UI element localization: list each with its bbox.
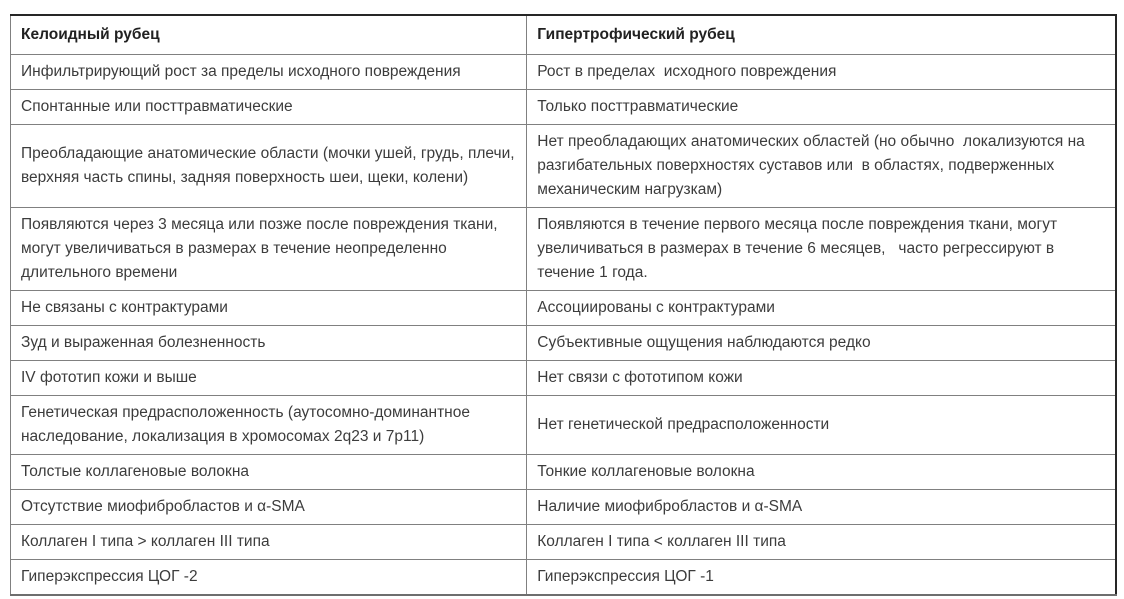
table-cell-keloid: Не связаны с контрактурами xyxy=(11,291,527,326)
table-row xyxy=(11,361,1117,396)
table-cell-hypertrophic: Гиперэкспрессия ЦОГ -1 xyxy=(527,560,1116,596)
table-cell-hypertrophic: Коллаген I типа < коллаген III типа xyxy=(527,525,1116,560)
table-cell-hypertrophic: Нет связи с фототипом кожи xyxy=(527,361,1116,396)
table-cell-hypertrophic: Только посттравматические xyxy=(527,90,1116,125)
column-header-keloid: Келоидный рубец xyxy=(11,15,527,55)
table-row xyxy=(11,455,1117,490)
table-header-row xyxy=(11,15,1117,55)
table-row xyxy=(11,560,1117,596)
table-cell-hypertrophic: Появляются в течение первого месяца после повреждения ткани, могут увеличиваться в размерах в течение 6 месяцев, часто регрессируют в течение 1 года. xyxy=(527,208,1116,291)
table-row xyxy=(11,525,1117,560)
table-row xyxy=(11,208,1117,291)
table-cell-keloid: Зуд и выраженная болезненность xyxy=(11,326,527,361)
table-cell-keloid: Появляются через 3 месяца или позже после повреждения ткани, могут увеличиваться в размерах в течение неопределенно длительного времени xyxy=(11,208,527,291)
table-cell-hypertrophic: Нет генетической предрасположенности xyxy=(527,396,1116,455)
table-row xyxy=(11,125,1117,208)
table-row xyxy=(11,291,1117,326)
table-cell-keloid: Толстые коллагеновые волокна xyxy=(11,455,527,490)
table-cell-keloid: Инфильтрирующий рост за пределы исходного повреждения xyxy=(11,55,527,90)
table-cell-keloid: Гиперэкспрессия ЦОГ -2 xyxy=(11,560,527,596)
table-cell-keloid: Коллаген I типа > коллаген III типа xyxy=(11,525,527,560)
table-cell-hypertrophic: Нет преобладающих анатомических областей (но обычно локализуются на разгибательных поверхностях суставов или в областях, подверженных механическим нагрузкам) xyxy=(527,125,1116,208)
column-header-hypertrophic: Гипертрофический рубец xyxy=(527,15,1116,55)
table-row xyxy=(11,396,1117,455)
table-row xyxy=(11,55,1117,90)
table-cell-hypertrophic: Субъективные ощущения наблюдаются редко xyxy=(527,326,1116,361)
table-row xyxy=(11,326,1117,361)
table-cell-keloid: IV фототип кожи и выше xyxy=(11,361,527,396)
table-cell-hypertrophic: Тонкие коллагеновые волокна xyxy=(527,455,1116,490)
table-row xyxy=(11,90,1117,125)
table-cell-hypertrophic: Ассоциированы с контрактурами xyxy=(527,291,1116,326)
table-cell-keloid: Генетическая предрасположенность (аутосомно-доминантное наследование, локализация в хромосомах 2q23 и 7p11) xyxy=(11,396,527,455)
scar-comparison-table xyxy=(10,14,1117,596)
table-cell-hypertrophic: Рост в пределах исходного повреждения xyxy=(527,55,1116,90)
table-cell-keloid: Спонтанные или посттравматические xyxy=(11,90,527,125)
table-cell-keloid: Преобладающие анатомические области (мочки ушей, грудь, плечи, верхняя часть спины, задняя поверхность шеи, щеки, колени) xyxy=(11,125,527,208)
table-row xyxy=(11,490,1117,525)
table-cell-keloid: Отсутствие миофибробластов и α-SMA xyxy=(11,490,527,525)
table-cell-hypertrophic: Наличие миофибробластов и α-SMA xyxy=(527,490,1116,525)
